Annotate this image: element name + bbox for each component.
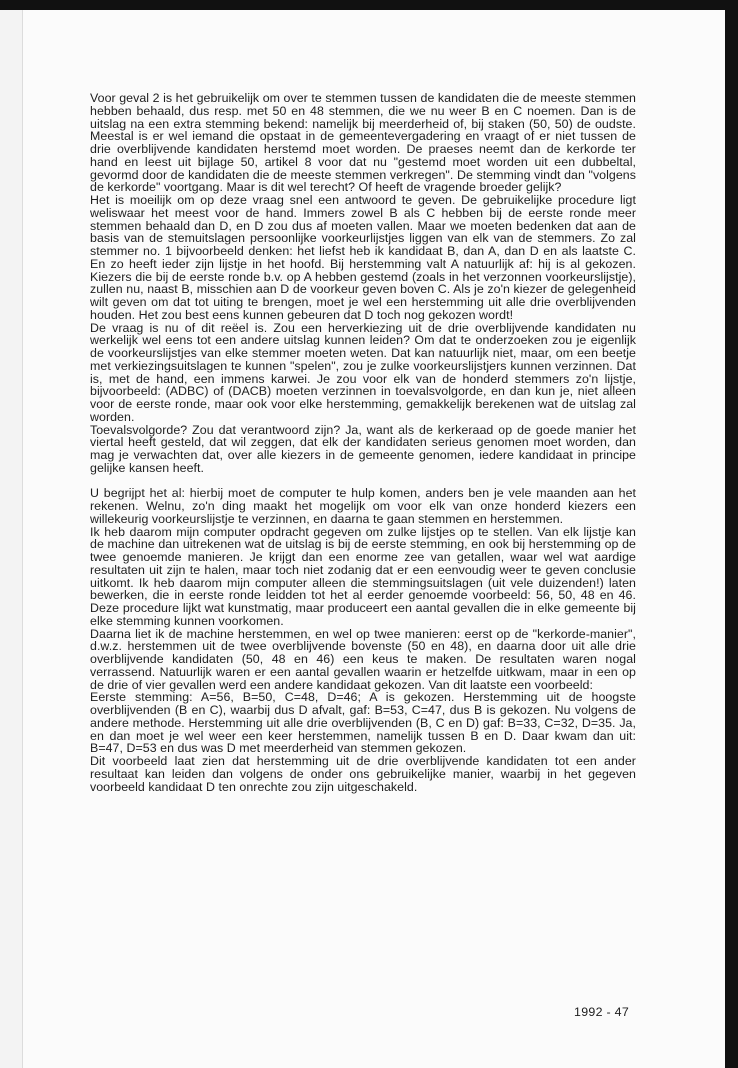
article-body [90,92,636,793]
paragraph-5: U begrijpt het al: hierbij moet de computer te hulp komen, anders ben je vele maanden aan het rekenen. Welnu, zo'n ding maakt het mogelijk om voor elk van onze honderd kiezers een willekeurig voorkeurslijstje te verzinnen, en daarna te gaan stemmen en herstemmen. [90,486,636,526]
paragraph-2: Het is moeilijk om op deze vraag snel een antwoord te geven. De gebruikelijke procedure ligt weliswaar het meest voor de hand. Immers zowel B als C hebben bij de eerste ronde meer stemmen behaald dan D, en D zou dus af moeten vallen. Maar we moeten bedenken dat aan de basis van de stemuitslagen persoonlijke voorkeurlijstjes liggen van elk van de stemmers. Zo zal stemmer no. 1 bijvoorbeeld denken: het liefst heb ik kandidaat B, dan A, dan D en als laatste C. En zo heeft ieder zijn lijstje in het hoofd. Bij herstemming valt A natuurlijk af: hij is al gekozen. Kiezers die bij de eerste ronde b.v. op A hebben gestemd (zoals in het verzonnen voorkeurslijstje), zullen nu, naast B, misschien aan D de voorkeur geven boven C. Als je zo'n kiezer de gelegenheid wilt geven om dat tot uiting te brengen, moet je wel een herstemming uit alle drie overblijvenden houden. Het zou best eens kunnen gebeuren dat D toch nog gekozen wordt! [90,193,636,322]
paragraph-4: Toevalsvolgorde? Zou dat verantwoord zijn? Ja, want als de kerkeraad op de goede manier het viertal heeft gesteld, dat wil zeggen, dat elk der kandidaten serieus genomen moet worden, dan mag je verwachten dat, over alle kiezers in de gemeente genomen, iedere kandidaat in principe gelijke kansen heeft. [90,422,636,475]
page-number: 1992 - 47 [574,1005,630,1019]
paragraph-9: Dit voorbeeld laat zien dat herstemming uit de drie overblijvende kandidaten tot een ander resultaat kan leiden dan volgens de onder ons gebruikelijke manier, waarbij in het gegeven voorbeeld kandidaat D ten onrechte zou zijn uitgeschakeld. [90,754,636,794]
paragraph-7: Daarna liet ik de machine herstemmen, en wel op twee manieren: eerst op de "kerkorde-manier", d.w.z. herstemmen uit de twee overblijvende bovenste (50 en 48), en daarna door uit alle drie overblijvende kandidaten (50, 48 en 46) een keus te maken. De resultaten waren nogal verrassend. Natuurlijk waren er een aantal gevallen waarin er hetzelfde uitkwam, maar in een op de drie of vier gevallen werd een andere kandidaat gekozen. Van dit laatste een voorbeeld: [90,626,636,692]
paragraph-1: Voor geval 2 is het gebruikelijk om over te stemmen tussen de kandidaten die de meeste stemmen hebben behaald, dus resp. met 50 en 48 stemmen, die we nu weer B en C noemen. Dan is de uitslag na een extra stemming bekend: namelijk bij meerderheid of, bij staken (50, 50) de oudste. Meestal is er wel iemand die opstaat in de gemeentevergadering en vraagt of er niet tussen de drie overblijvende kandidaten herstemd moet worden. De praeses neemt dan de kerkorde ter hand en leest uit bijlage 50, artikel 8 voor dat nu "gestemd moet worden uit een dubbeltal, gevormd door de kandidaten die de meeste stemmen verkregen". De stemming vindt dan "volgens de kerkorde" voortgang. Maar is dit wel terecht? Of heeft de vragende broeder gelijk? [90,91,636,195]
scan-left-margin [0,10,22,1068]
paragraph-3: De vraag is nu of dit reëel is. Zou een herverkiezing uit de drie overblijvende kandidaten nu werkelijk wel eens tot een andere uitslag kunnen leiden? Om dat te onderzoeken zou je eigenlijk de voorkeurslijstjes van elke stemmer moeten weten. Dat kan natuurlijk niet, maar, om een beetje met verkiezingsuitslagen te kunnen "spelen", zou je zulke voorkeurslijstjers kunnen verzinnen. Dat is, met de hand, een immens karwei. Je zou voor elk van de honderd stemmers zo'n lijstje, bijvoorbeeld: (ADBC) of (DACB) moeten verzinnen in toevalsvolgorde, en dan kun je, niet alleen voor de eerste ronde, maar ook voor elke herstemming, gemakkelijk berekenen wat de uitslag zal worden. [90,320,636,424]
paragraph-8: Eerste stemming: A=56, B=50, C=48, D=46; A is gekozen. Herstemming uit de hoogste overblijvenden (B en C), waarbij dus D afvalt, gaf: B=53, C=47, dus B is gekozen. Nu volgens de andere methode. Herstemming uit alle drie overblijvenden (B, C en D) gaf: B=33, C=32, D=35. Ja, en dan moet je wel weer een keer herstemmen, namelijk tussen B en D. Daar kwam dan uit: B=47, D=53 en dus was D met meerderheid van stemmen gekozen. [90,690,636,756]
scan-top-edge [0,0,738,10]
scan-right-edge [724,10,738,1068]
paragraph-6: Ik heb daarom mijn computer opdracht gegeven om zulke lijstjes op te stellen. Van elk lijstje kan de machine dan uitrekenen wat de uitslag is bij de eerste stemming, en ook bij herstemming op de twee genoemde manieren. Je krijgt dan een enorme zee van getallen, waar wel wat aardige resultaten uit zijn te halen, maar toch niet zodanig dat er een eenvoudig weer te geven conclusie uitkomt. Ik heb daarom mijn computer alleen die stemmingsuitslagen (uit vele duizenden!) laten bewerken, die in eerste ronde leidden tot het al eerder genoemde voorbeeld: 56, 50, 48 en 46. Deze procedure lijkt wat kunstmatig, maar produceert een aantal gevallen die in elke gemeente bij elke stemming kunnen voorkomen. [90,524,636,628]
